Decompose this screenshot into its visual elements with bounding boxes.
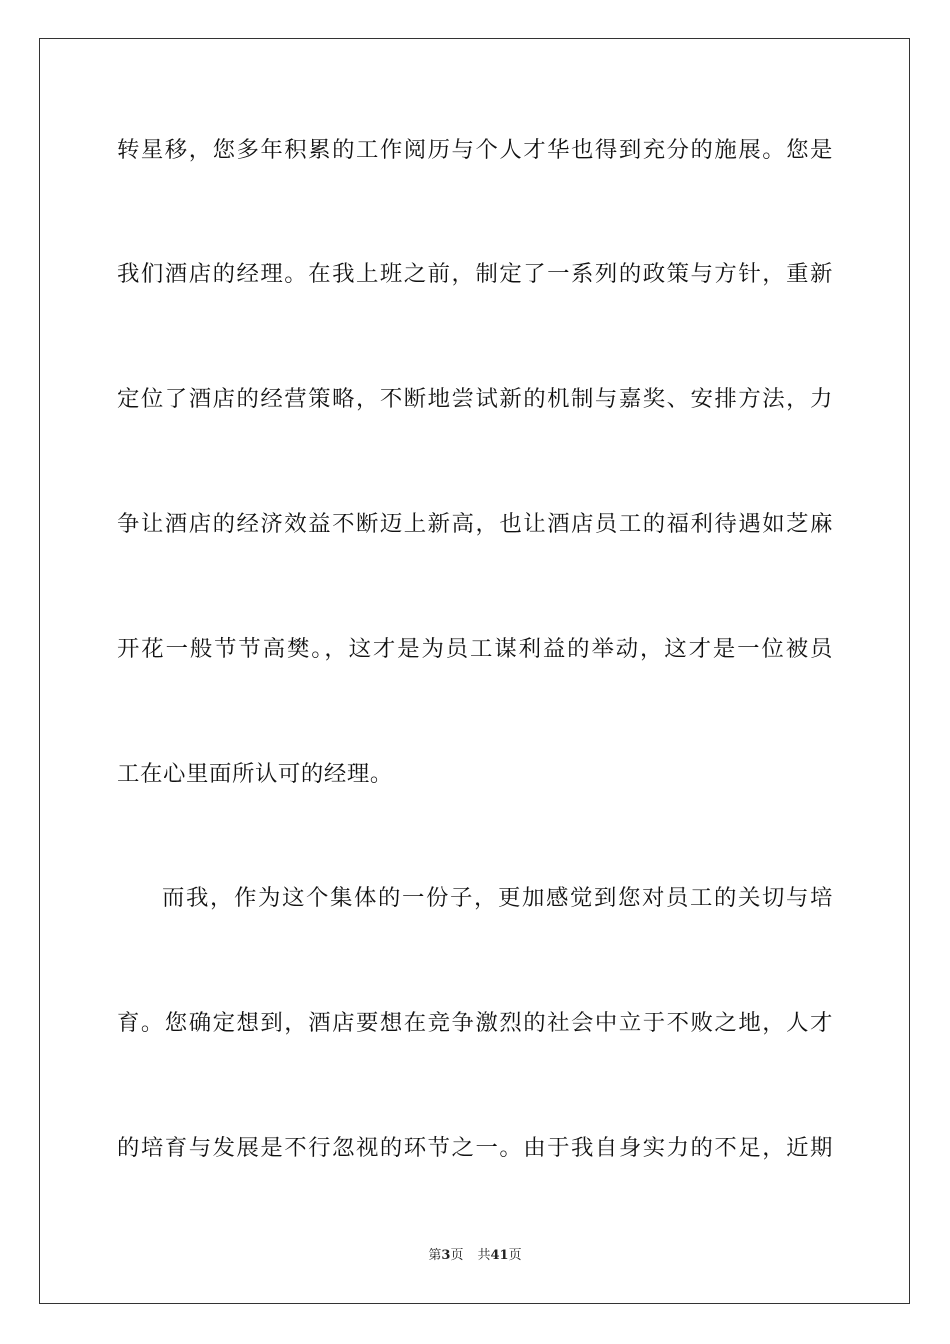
text-line: 争让酒店的经济效益不断迈上新高，也让酒店员工的福利待遇如芝麻 xyxy=(117,511,833,537)
text-line: 转星移，您多年积累的工作阅历与个人才华也得到充分的施展。您是 xyxy=(117,137,833,163)
text-line: 开花一般节节高樊。，这才是为员工谋利益的举动，这才是一位被员 xyxy=(117,636,833,662)
page-label-suffix: 页 xyxy=(450,1248,464,1263)
total-label-suffix: 页 xyxy=(508,1248,522,1263)
page-label-prefix: 第 xyxy=(428,1248,442,1263)
text-line: 育。您确定想到，酒店要想在竞争激烈的社会中立于不败之地，人才 xyxy=(117,1010,833,1036)
text-line: 我们酒店的经理。在我上班之前，制定了一系列的政策与方针，重新 xyxy=(117,261,833,287)
text-line: 定位了酒店的经营策略，不断地尝试新的机制与嘉奖、安排方法，力 xyxy=(117,386,833,412)
total-label-prefix: 共 xyxy=(477,1248,491,1263)
total-pages: 41 xyxy=(490,1248,509,1263)
paragraph-first-line: 而我，作为这个集体的一份子，更加感觉到您对员工的关切与培 xyxy=(162,885,833,911)
text-line: 工在心里面所认可的经理。 xyxy=(117,761,393,787)
page-footer xyxy=(0,1247,950,1265)
page-border xyxy=(39,38,910,1304)
text-line: 的培育与发展是不行忽视的环节之一。由于我自身实力的不足，近期 xyxy=(117,1135,833,1161)
page-number: 3 xyxy=(441,1248,451,1263)
